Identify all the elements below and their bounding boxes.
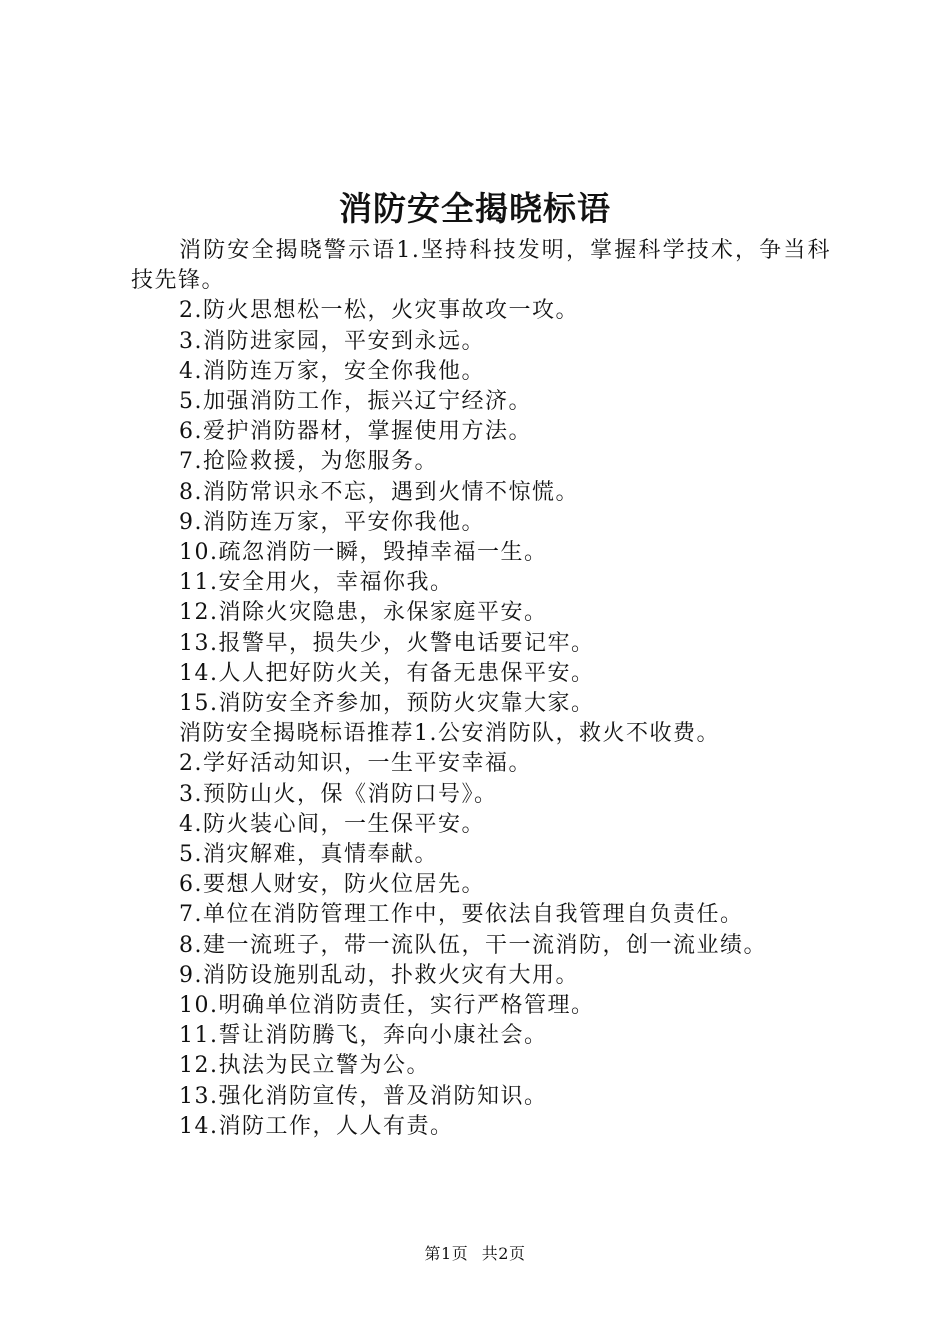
slogan-line: 2.防火思想松一松，火灾事故攻一攻。 [179,298,579,324]
document-title: 消防安全揭晓标语 [339,189,611,228]
page-number: 第1页 [424,1244,469,1263]
slogan-line: 5.消灾解难，真情奉献。 [179,842,438,868]
slogan-line: 11.安全用火，幸福你我。 [179,570,454,596]
slogan-line: 13.报警早，损失少，火警电话要记牢。 [179,630,595,656]
slogan-line: 15.消防安全齐参加，预防火灾靠大家。 [179,691,595,717]
slogan-line: 8.消防常识永不忘，遇到火情不惊慌。 [179,479,579,505]
slogan-line: 14.人人把好防火关，有备无患保平安。 [179,660,595,686]
slogan-line: 7.单位在消防管理工作中，要依法自我管理自负责任。 [179,902,744,928]
document-body [131,236,831,1142]
slogan-line: 10.疏忽消防一瞬，毁掉幸福一生。 [179,540,548,566]
page-footer [0,1242,950,1266]
slogan-line: 9.消防设施别乱动，扑救火灾有大用。 [179,962,579,988]
slogan-line: 12.消除火灾隐患，永保家庭平安。 [179,600,548,626]
slogan-line: 11.誓让消防腾飞，奔向小康社会。 [179,1023,548,1049]
slogan-line: 9.消防连万家，平安你我他。 [179,509,485,535]
slogan-line: 14.消防工作，人人有责。 [179,1113,454,1139]
slogan-line: 12.执法为民立警为公。 [179,1053,430,1079]
slogan-line: 6.要想人财安，防火位居先。 [179,872,485,898]
slogan-line: 7.抢险救援，为您服务。 [179,449,438,475]
intro-paragraph: 消防安全揭晓警示语1.坚持科技发明，掌握科学技术，争当科技先锋。 [131,238,831,294]
section-heading-line: 消防安全揭晓标语推荐1.公安消防队，救火不收费。 [179,721,720,747]
page-total: 共2页 [481,1244,526,1263]
slogan-line: 4.消防连万家，安全你我他。 [179,358,485,384]
slogan-line: 3.预防山火，保《消防口号》。 [179,781,498,807]
slogan-line: 5.加强消防工作，振兴辽宁经济。 [179,389,532,415]
slogan-line: 2.学好活动知识，一生平安幸福。 [179,751,532,777]
slogan-line: 8.建一流班子，带一流队伍，干一流消防，创一流业绩。 [179,932,767,958]
slogan-line: 10.明确单位消防责任，实行严格管理。 [179,993,595,1019]
slogan-line: 4.防火装心间，一生保平安。 [179,811,485,837]
slogan-line: 6.爱护消防器材，掌握使用方法。 [179,419,532,445]
slogan-line: 13.强化消防宣传，普及消防知识。 [179,1083,548,1109]
slogan-line: 3.消防进家园，平安到永远。 [179,328,485,354]
